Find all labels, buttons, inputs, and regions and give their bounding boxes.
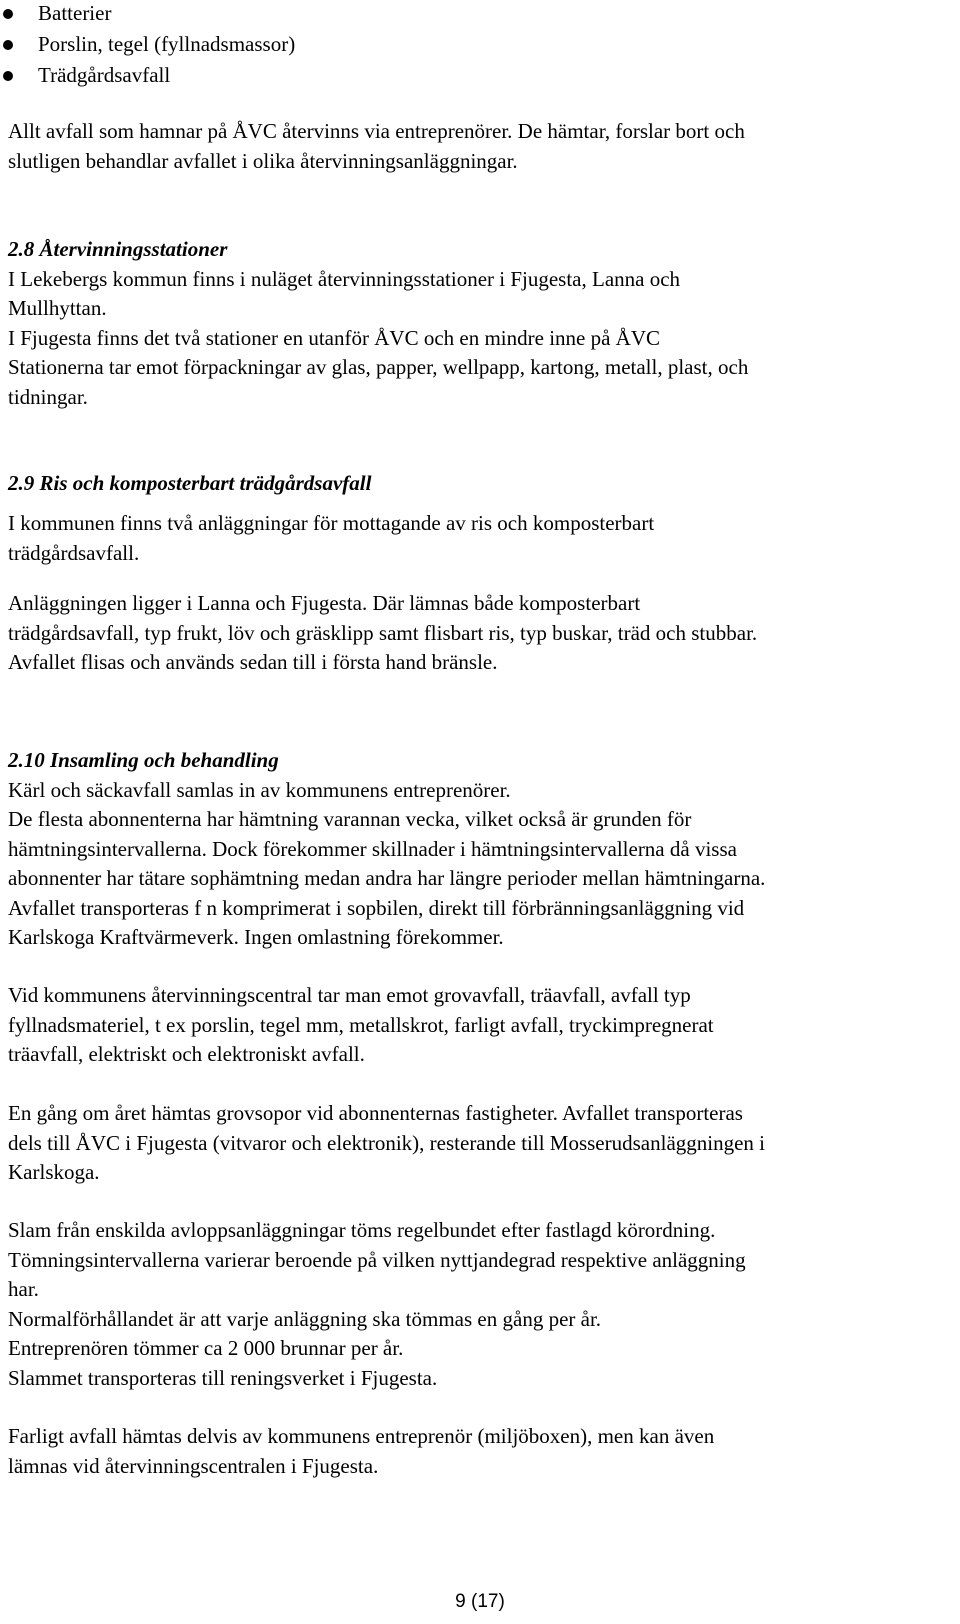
text-line: trädgårdsavfall. [8,540,140,565]
section-2-10-paragraph-3 [8,1099,948,1188]
text-line: I Lekebergs kommun finns i nuläget återvinningsstationer i Fjugesta, Lanna och [8,266,681,291]
text-line: Avfallet transporteras f n komprimerat i sopbilen, direkt till förbränningsanläggning vid [8,895,745,920]
text-line: slutligen behandlar avfallet i olika återvinningsanläggningar. [8,148,518,173]
text-line: har. [8,1277,39,1301]
text-line: Entreprenören tömmer ca 2 000 brunnar per år. [8,1336,404,1360]
list-item-text: Trädgårdsavfall [38,63,171,87]
text-line: lämnas vid återvinningscentralen i Fjugesta. [8,1453,379,1478]
bullet-dot-icon [3,40,13,50]
text-line: träavfall, elektriskt och elektroniskt avfall. [8,1042,365,1066]
list-item-text: Porslin, tegel (fyllnadsmassor) [38,32,296,56]
text-line: Avfallet flisas och används sedan till i första hand bränsle. [8,650,498,674]
text-line: Mullhyttan. [8,296,107,320]
text-line: hämtningsintervallerna. Dock förekommer skillnader i hämtningsintervallerna då vissa [8,836,737,861]
section-2-9-paragraph-1 [8,509,948,568]
text-line: Kärl och säckavfall samlas in av kommunens entreprenörer. [8,777,511,802]
list-item-text: Batterier [38,1,112,25]
section-2-10-paragraph-1 [8,746,948,953]
bullet-dot-icon [3,9,13,19]
page-number: 9 (17) [455,1591,505,1612]
bullet-dot-icon [3,71,13,81]
text-line: dels till ÅVC i Fjugesta (vitvaror och elektronik), resterande till Mosserudsanläggningen i [8,1130,766,1155]
section-heading: 2.8 Återvinningsstationer [8,237,228,261]
text-line: Allt avfall som hamnar på ÅVC återvinns via entreprenörer. De hämtar, forslar bort och [8,119,745,143]
text-line: Karlskoga Kraftvärmeverk. Ingen omlastning förekommer. [8,925,504,949]
intro-paragraph [8,117,948,176]
text-line: Stationerna tar emot förpackningar av glas, papper, wellpapp, kartong, metall, plast, och [8,355,749,379]
text-line: De flesta abonnenterna har hämtning varannan vecka, vilket också är grunden för [8,807,692,831]
section-heading: 2.9 Ris och komposterbart trädgårdsavfall [8,471,372,495]
section-2-10-paragraph-4 [8,1216,948,1393]
text-line: Farligt avfall hämtas delvis av kommunens entreprenör (miljöboxen), men kan även [8,1424,715,1448]
list-item [0,0,295,29]
text-line: Vid kommunens återvinningscentral tar man emot grovavfall, träavfall, avfall typ [8,983,691,1007]
section-2-9-paragraph-2 [8,589,948,678]
list-item [0,29,295,60]
text-line: Normalförhållandet är att varje anläggning ska tömmas en gång per år. [8,1306,602,1331]
text-line: I Fjugesta finns det två stationer en utanför ÅVC och en mindre inne på ÅVC [8,325,661,350]
text-line: En gång om året hämtas grovsopor vid abonnenternas fastigheter. Avfallet transporteras [8,1101,743,1125]
text-line: Karlskoga. [8,1160,100,1184]
section-2-10-paragraph-5 [8,1422,948,1481]
text-line: I kommunen finns två anläggningar för mottagande av ris och komposterbart [8,511,655,535]
list-item [0,60,295,91]
section-2-9-heading-block [8,469,948,499]
text-line: Slammet transporteras till reningsverket i Fjugesta. [8,1365,438,1390]
text-line: Slam från enskilda avloppsanläggningar töms regelbundet efter fastlagd körordning. [8,1218,716,1242]
text-line: tidningar. [8,384,88,409]
text-line: Anläggningen ligger i Lanna och Fjugesta. Där lämnas både komposterbart [8,591,641,615]
text-line: trädgårdsavfall, typ frukt, löv och gräsklipp samt flisbart ris, typ buskar, träd och stubbar. [8,620,758,645]
section-2-10-paragraph-2 [8,981,948,1070]
section-2-8 [8,235,948,412]
text-line: Tömningsintervallerna varierar beroende på vilken nyttjandegrad respektive anläggning [8,1247,746,1272]
text-line: abonnenter har tätare sophämtning medan andra har längre perioder mellan hämtningarna. [8,866,766,890]
bullet-list [0,0,295,91]
text-line: fyllnadsmateriel, t ex porslin, tegel mm, metallskrot, farligt avfall, tryckimpregnerat [8,1012,714,1037]
section-heading: 2.10 Insamling och behandling [8,748,279,772]
